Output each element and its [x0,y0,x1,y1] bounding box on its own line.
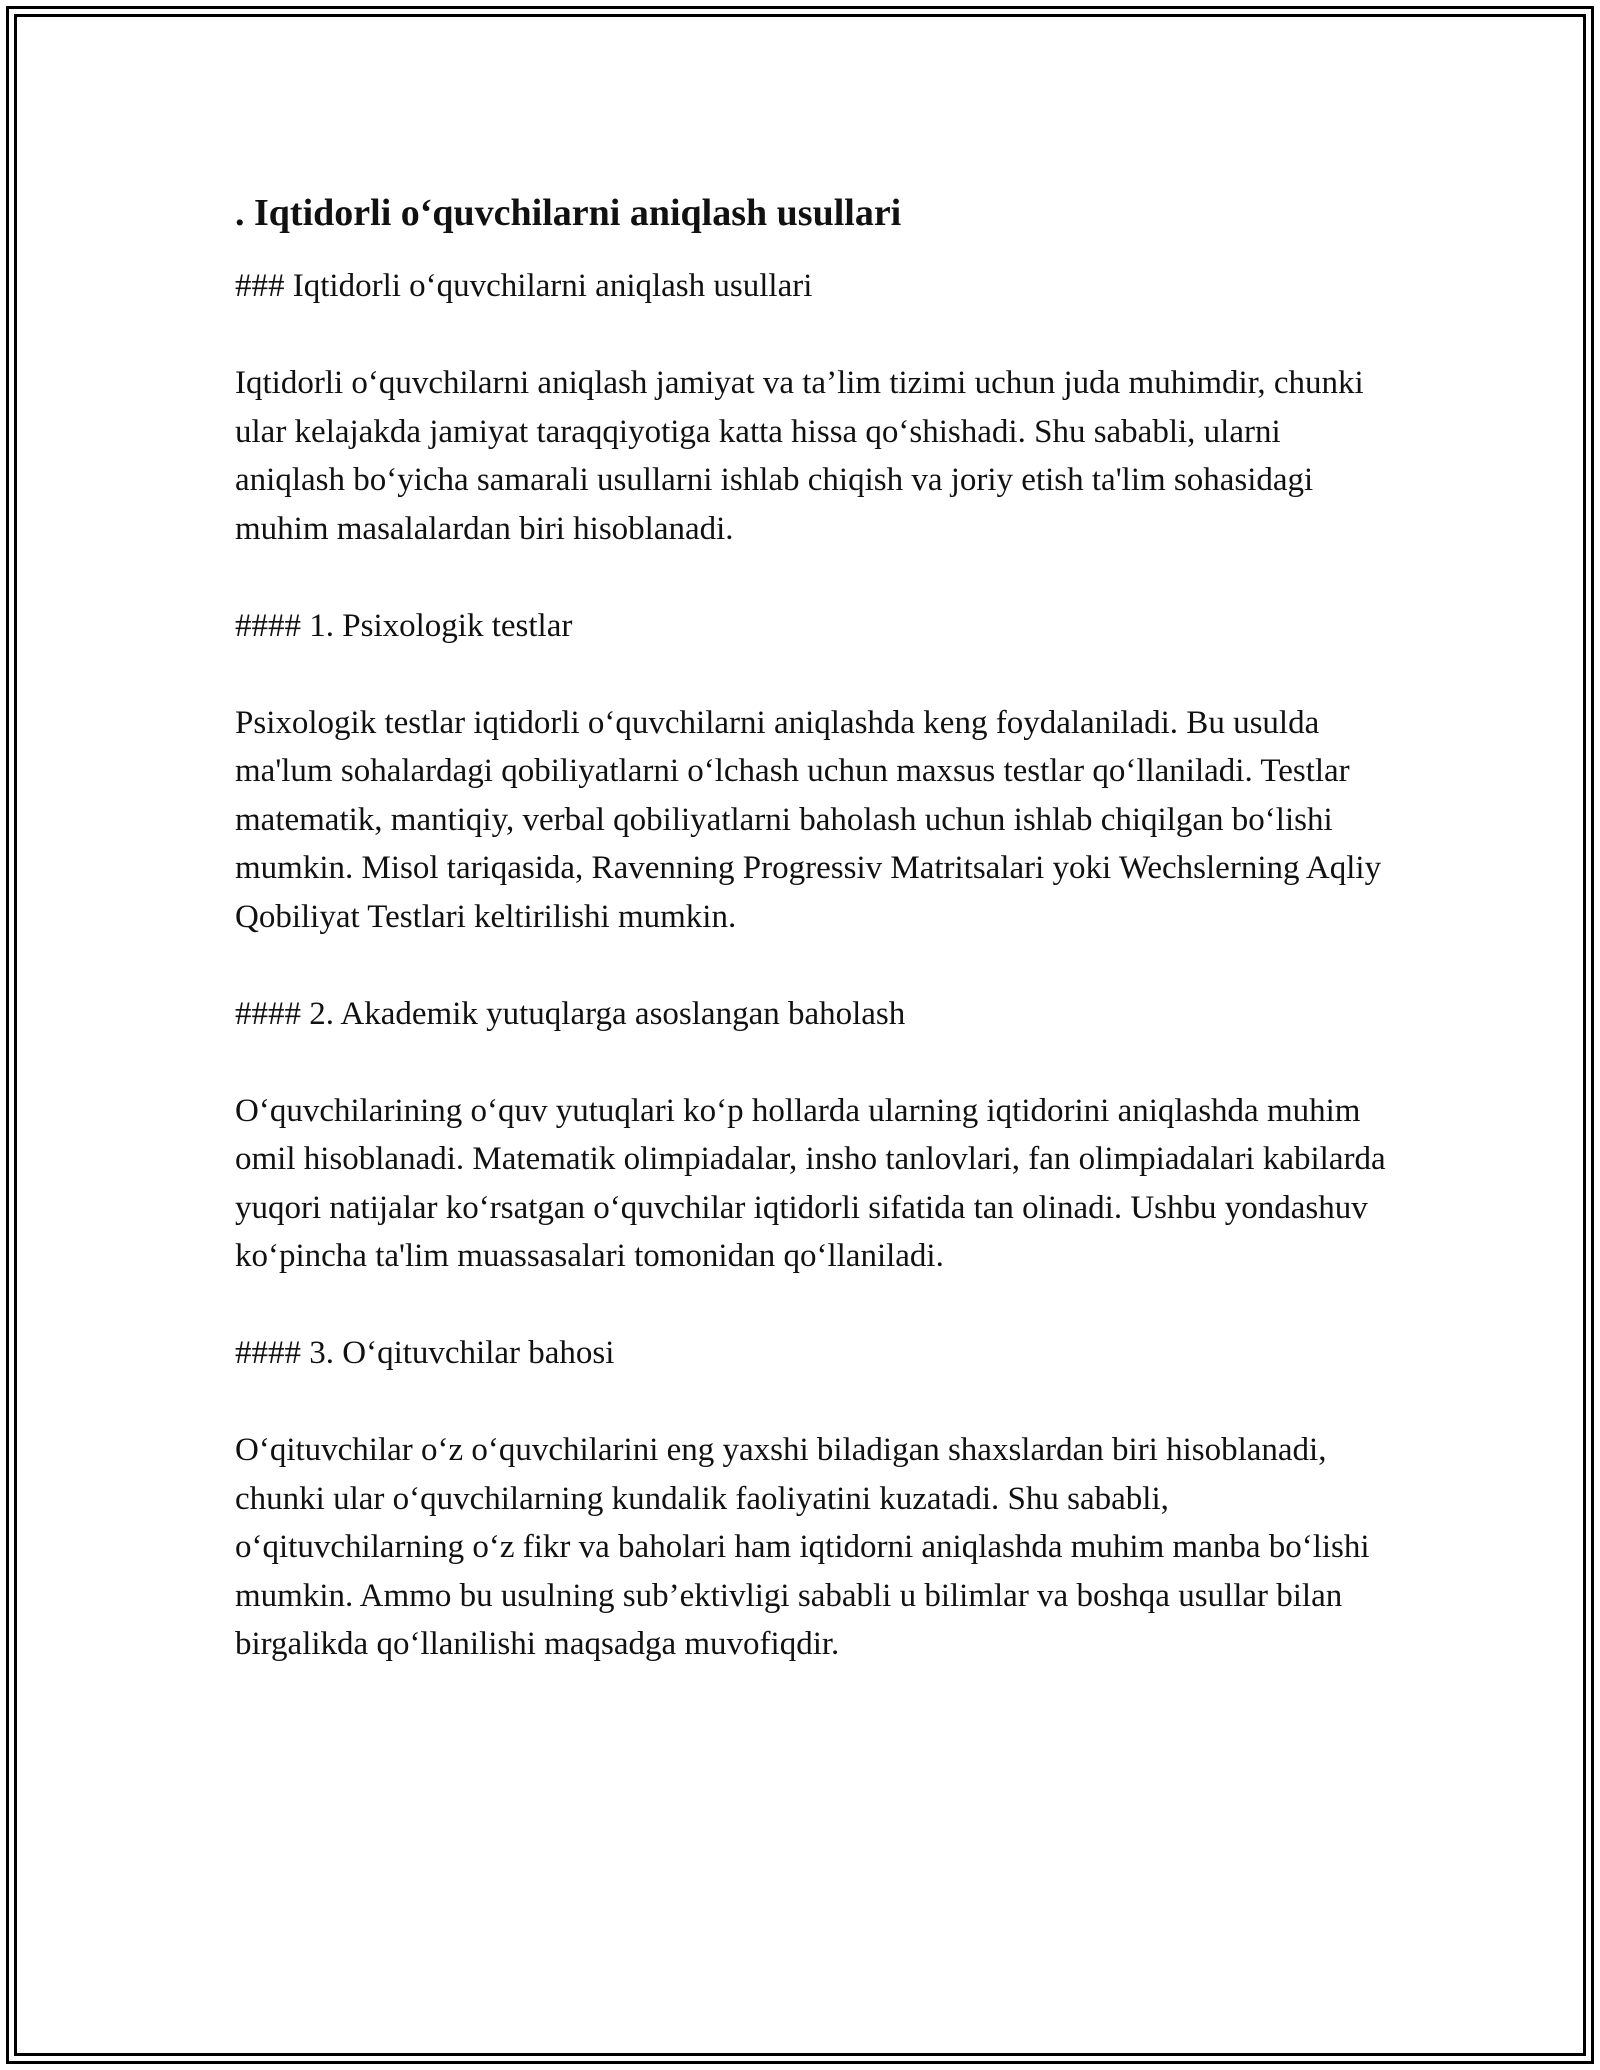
section-heading-oqituvchilar-bahosi: #### 3. O‘qituvchilar bahosi [235,1335,615,1371]
section-paragraph-psixologik-testlar: Psixologik testlar iqtidorli o‘quvchilarni aniqlashda keng foydalaniladi. Bu usulda ma'lum sohalardagi qobiliyatlarni o‘lchash uchun maxsus testlar qo‘llaniladi. Testlar matematik, mantiqiy, verbal qobiliyatlarni baholash uchun ishlab chiqilgan bo‘lishi mumkin. Misol tariqasida, Ravenning Progressiv Matritsalari yoki Wechslerning Aqliy Qobiliyat Testlari keltirilishi mumkin. [235,704,1382,935]
document-title: . Iqtidorli o‘quvchilarni aniqlash usullari [235,192,902,234]
document-body [235,188,1395,1717]
section-paragraph-oqituvchilar-bahosi: O‘qituvchilar o‘z o‘quvchilarini eng yaxshi biladigan shaxslardan biri hisoblanadi, chunki ular o‘quvchilarning kundalik faoliyatini kuzatadi. Shu sababli, o‘qituvchilarning o‘z fikr va baholari ham iqtidorni aniqlashda muhim manba bo‘lishi mumkin. Ammo bu usulning sub’ektivligi sababli u bilimlar va boshqa usullar bilan birgalikda qo‘llanilishi maqsadga muvofiqdir. [235,1432,1370,1662]
intro-paragraph: Iqtidorli o‘quvchilarni aniqlash jamiyat va ta’lim tizimi uchun juda muhimdir, chunki ular kelajakda jamiyat taraqqiyotiga katta hissa qo‘shishadi. Shu sababli, ularni aniqlash bo‘yicha samarali usullarni ishlab chiqish va joriy etish ta'lim sohasidagi muhim masalalardan biri hisoblanadi. [235,365,1364,547]
subtitle-line: ### Iqtidorli o‘quvchilarni aniqlash usullari [235,268,813,304]
section-paragraph-akademik-yutuqlar: O‘quvchilarining o‘quv yutuqlari ko‘p hollarda ularning iqtidorini aniqlashda muhim omil hisoblanadi. Matematik olimpiadalar, insho tanlovlari, fan olimpiadalari kabilarda yuqori natijalar ko‘rsatgan o‘quvchilar iqtidorli sifatida tan olinadi. Ushbu yondashuv ko‘pincha ta'lim muassasalari tomonidan qo‘llaniladi. [235,1092,1386,1274]
section-heading-akademik-yutuqlar: #### 2. Akademik yutuqlarga asoslangan baholash [235,995,906,1032]
section-heading-psixologik-testlar: #### 1. Psixologik testlar [235,607,573,644]
